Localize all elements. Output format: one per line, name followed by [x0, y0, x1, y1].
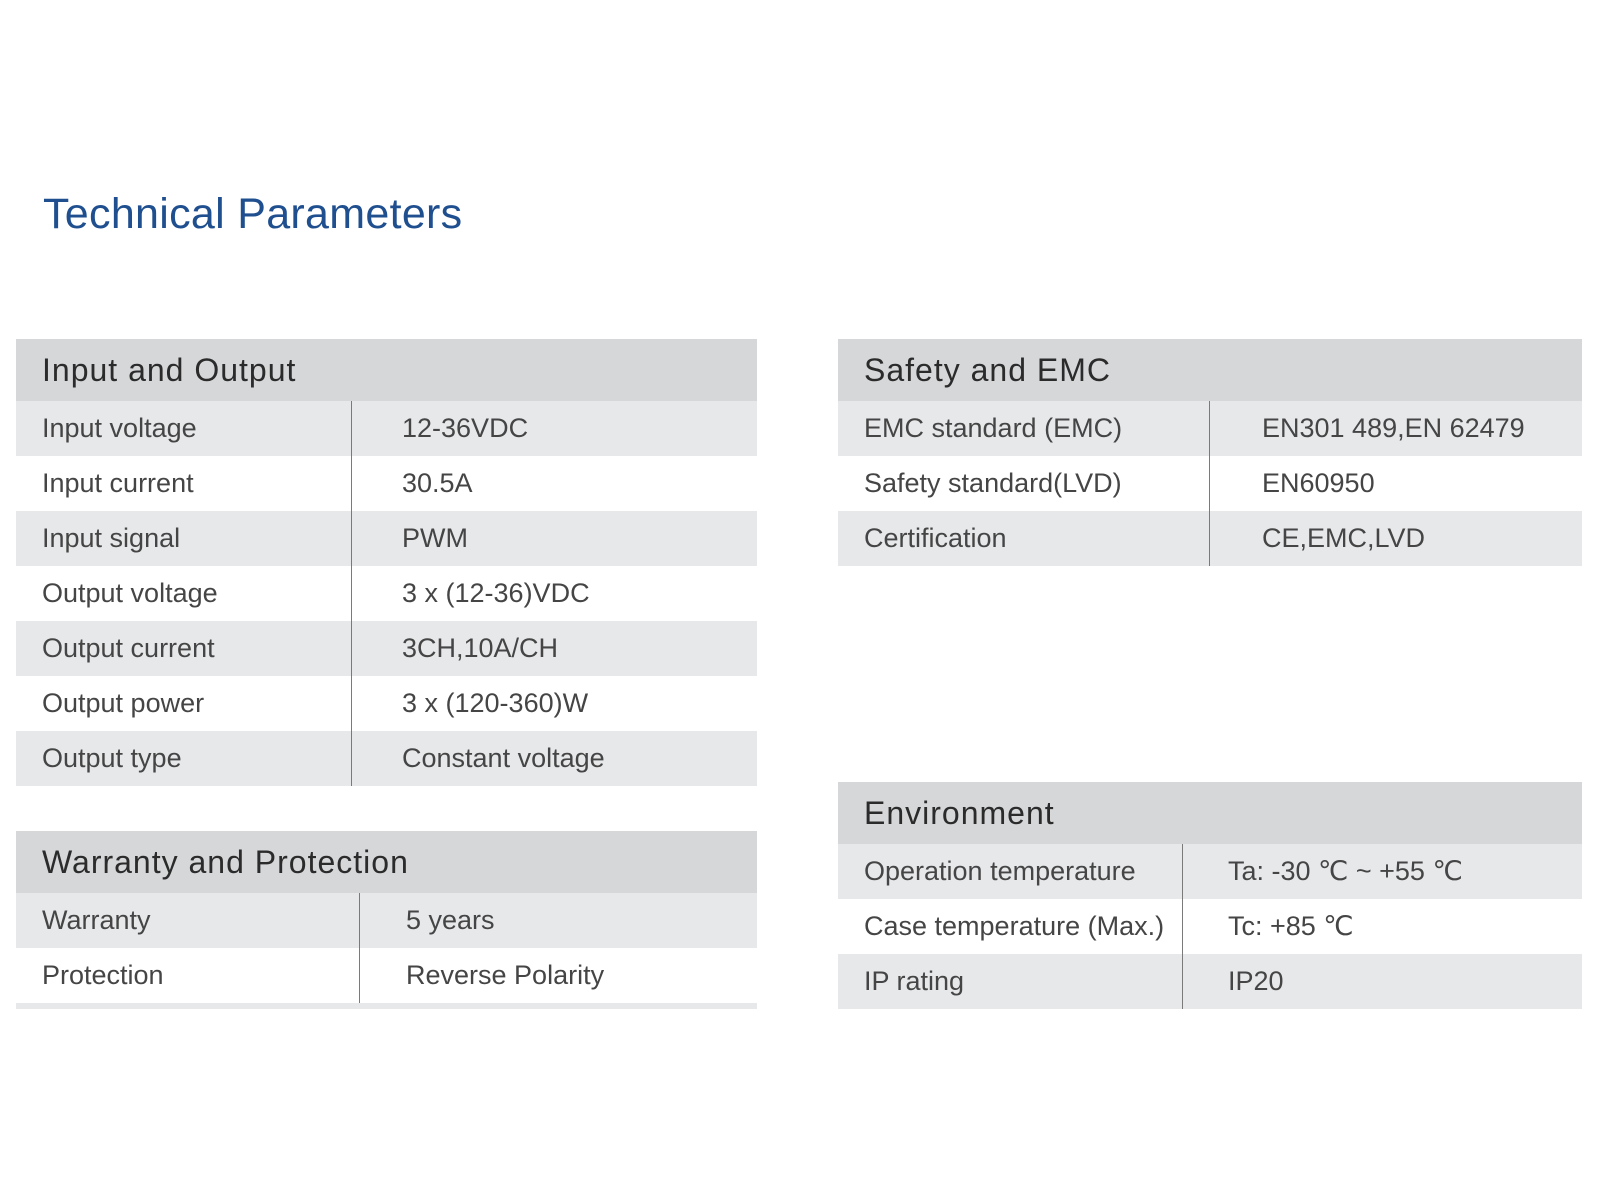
param-label: Output voltage [16, 566, 352, 621]
param-value: 5 years [406, 905, 495, 935]
param-label: Input current [16, 456, 352, 511]
param-value: 12-36VDC [402, 413, 529, 443]
param-value: Constant voltage [402, 743, 605, 773]
param-label: Output current [16, 621, 352, 676]
param-label: Certification [838, 511, 1210, 566]
table-row [16, 456, 757, 511]
table-row [16, 893, 757, 948]
warranty-protection-table [16, 831, 757, 1009]
safety-emc-heading: Safety and EMC [838, 339, 1582, 401]
param-label: Safety standard(LVD) [838, 456, 1210, 511]
param-value: Tc: +85 ℃ [1228, 911, 1354, 941]
page-title: Technical Parameters [43, 190, 463, 238]
table-row [838, 401, 1582, 456]
environment-table [838, 782, 1582, 1009]
table-row [16, 401, 757, 456]
safety-emc-table [838, 339, 1582, 566]
param-value: 30.5A [402, 468, 473, 498]
param-value: 3 x (12-36)VDC [402, 578, 590, 608]
table-bottom-rule [16, 1003, 757, 1009]
param-label: Output type [16, 731, 352, 786]
input-output-heading: Input and Output [16, 339, 757, 401]
param-value: Reverse Polarity [406, 960, 605, 990]
param-value: EN60950 [1262, 468, 1375, 498]
param-label: IP rating [838, 954, 1183, 1009]
param-label: EMC standard (EMC) [838, 401, 1210, 456]
param-label: Case temperature (Max.) [838, 899, 1183, 954]
table-row [838, 844, 1582, 899]
param-label: Warranty [16, 893, 360, 948]
table-row [838, 456, 1582, 511]
input-output-table [16, 339, 757, 786]
param-value: IP20 [1228, 966, 1284, 996]
table-row [838, 954, 1582, 1009]
param-value: EN301 489,EN 62479 [1262, 413, 1525, 443]
param-label: Output power [16, 676, 352, 731]
param-value: 3 x (120-360)W [402, 688, 589, 718]
param-value: CE,EMC,LVD [1262, 523, 1426, 553]
param-label: Operation temperature [838, 844, 1183, 899]
warranty-protection-heading: Warranty and Protection [16, 831, 757, 893]
param-value: Ta: -30 ℃ ~ +55 ℃ [1228, 856, 1463, 886]
table-row [838, 511, 1582, 566]
table-row [838, 899, 1582, 954]
table-row [16, 511, 757, 566]
table-row [16, 731, 757, 786]
table-row [16, 948, 757, 1003]
param-label: Protection [16, 948, 360, 1003]
environment-heading: Environment [838, 782, 1582, 844]
param-value: 3CH,10A/CH [402, 633, 559, 663]
table-row [16, 566, 757, 621]
table-row [16, 676, 757, 731]
param-label: Input signal [16, 511, 352, 566]
param-value: PWM [402, 523, 468, 553]
param-label: Input voltage [16, 401, 352, 456]
table-row [16, 621, 757, 676]
